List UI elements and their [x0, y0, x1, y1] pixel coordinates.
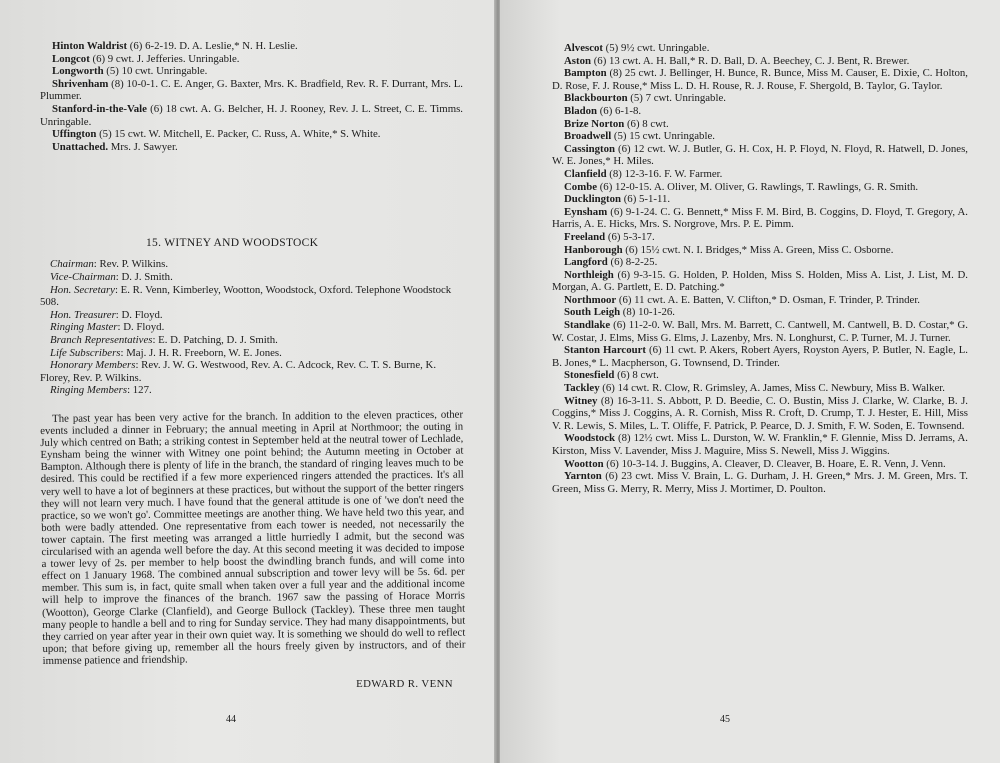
- tower-entries-list: [40, 40, 463, 153]
- tower-name: Combe: [564, 180, 597, 193]
- officer-line: Life Subscribers: Maj. J. H. R. Freeborn, W. E. Jones.: [40, 347, 463, 360]
- tower-details: (6) 5-3-17.: [605, 230, 655, 243]
- tower-name: Longworth: [52, 65, 104, 78]
- tower-entry: [552, 369, 968, 382]
- tower-name: Northmoor: [564, 293, 617, 306]
- tower-details: (8) 10-0-1. C. E. Anger, G. Baxter, Mrs. K. Bradfield, Rev. R. F. Durrant, Mrs. L. Plummer.: [40, 77, 463, 103]
- officer-value: 127.: [132, 384, 152, 397]
- page-number: 44: [226, 714, 236, 725]
- tower-entry: [552, 244, 968, 257]
- tower-details: (6) 9-3-15. G. Holden, P. Holden, Miss S. Holden, Miss A. List, J. List, M. D. Morgan, A. G. Partlett, E. D. Patching.*: [552, 268, 968, 294]
- tower-name: Bampton: [564, 67, 607, 80]
- report-signature: EDWARD R. VENN: [356, 677, 453, 690]
- tower-name: Standlake: [564, 319, 611, 332]
- tower-name: Shrivenham: [52, 77, 109, 90]
- tower-name: Woodstock: [564, 432, 615, 445]
- tower-details: (6) 11 cwt. P. Akers, Robert Ayers, Royston Ayers, P. Butler, N. Eagle, L. B. Jones,* L. Macpherson, G. Townsend, D. Trinder.: [552, 344, 968, 369]
- officer-role: Hon. Secretary: [50, 283, 115, 296]
- tower-name: Unattached.: [52, 140, 109, 153]
- tower-details: (6) 9 cwt. J. Jefferies. Unringable.: [89, 52, 240, 65]
- tower-entry: [552, 42, 968, 55]
- tower-name: Stonesfield: [564, 369, 615, 382]
- branch-officers: [40, 258, 463, 397]
- tower-name: Stanford-in-the-Vale: [52, 102, 147, 115]
- tower-details: (6) 10-3-14. J. Buggins, A. Cleaver, D. Cleaver, B. Hoare, E. R. Venn, J. Venn.: [603, 457, 946, 470]
- tower-details: (8) 16-3-11. S. Abbott, P. D. Beedie, C. O. Bustin, Miss J. Clarke, W. Clarke, B. J. Coggins,* Miss J. Coggins, A. R. Cornish, Miss R. Croft, D. Crump, T. J. Hester, E. Hill, Miss V. R. Lewis, S. Miles, L. T. Oliffe, F. Patrick, P. Pearce, D. J. Smith, F. W. Soden, E. Townsend.: [552, 394, 968, 432]
- tower-entry: [552, 319, 968, 344]
- tower-entry: [552, 306, 968, 319]
- tower-details: (6) 8-2-25.: [607, 256, 658, 269]
- tower-entry: [40, 78, 463, 103]
- tower-entry: [552, 67, 968, 92]
- officer-value: Rev. J. W. G. Westwood, Rev. A. C. Adcock, Rev. C. T. S. Burne, K. Florey, Rev. P. Wilkins.: [40, 359, 437, 384]
- tower-name: Clanfield: [564, 167, 607, 180]
- tower-entry: [552, 231, 968, 244]
- tower-details: (5) 15 cwt. W. Mitchell, E. Packer, C. Russ, A. White,* S. White.: [96, 128, 381, 141]
- tower-entry: [552, 470, 968, 495]
- officer-role: Honorary Members: [50, 359, 136, 372]
- tower-details: (6) 6-1-8.: [597, 104, 642, 117]
- tower-details: (6) 23 cwt. Miss V. Brain, L. G. Durham, J. H. Green,* Mrs. J. M. Green, Mrs. T. Green, Miss G. Merry, R. Merry, Miss J. Mortimer, D. Poulton.: [552, 470, 968, 495]
- tower-details: Mrs. J. Sawyer.: [108, 140, 178, 153]
- tower-details: (6) 12-0-15. A. Oliver, M. Oliver, G. Rawlings, T. Rawlings, G. R. Smith.: [597, 180, 919, 193]
- officer-role: Ringing Members: [50, 384, 128, 397]
- officer-value: D. J. Smith.: [121, 270, 173, 283]
- tower-entry: [552, 256, 968, 269]
- officer-role: Life Subscribers: [50, 346, 121, 359]
- tower-entry: [40, 53, 463, 66]
- tower-name: Blackbourton: [564, 92, 628, 105]
- right-page: [500, 0, 1000, 763]
- tower-name: Bladon: [564, 104, 598, 117]
- tower-name: Cassington: [564, 142, 616, 155]
- officer-role: Hon. Treasurer: [50, 308, 116, 321]
- tower-entry: [552, 92, 968, 105]
- officer-role: Vice-Chairman: [50, 270, 116, 283]
- left-page: [0, 0, 497, 763]
- tower-name: Broadwell: [564, 130, 612, 143]
- tower-name: Brize Norton: [564, 117, 625, 130]
- tower-name: South Leigh: [564, 306, 621, 319]
- tower-details: (8) 12-3-16. F. W. Farmer.: [606, 167, 723, 180]
- tower-details: (6) 5-1-11.: [621, 193, 671, 206]
- tower-entries-list: [552, 42, 968, 495]
- tower-details: (5) 15 cwt. Unringable.: [611, 130, 715, 143]
- tower-name: Ducklington: [564, 193, 621, 206]
- tower-entry: [40, 128, 463, 141]
- officer-line: Hon. Secretary: E. R. Venn, Kimberley, Wootton, Woodstock, Oxford. Telephone Woodstock 508.: [40, 283, 452, 309]
- officer-value: Rev. P. Wilkins.: [99, 258, 169, 271]
- officer-line: Ringing Members: 127.: [40, 384, 463, 397]
- officer-line: Ringing Master: D. Floyd.: [40, 321, 463, 334]
- tower-details: (6) 6-2-19. D. A. Leslie,* N. H. Leslie.: [127, 40, 298, 52]
- tower-details: (6) 8 cwt.: [614, 369, 659, 382]
- tower-entry: [552, 181, 968, 194]
- tower-entry: [40, 141, 463, 154]
- officer-value: Maj. J. H. R. Freeborn, W. E. Jones.: [126, 346, 282, 359]
- officer-line: Hon. Treasurer: D. Floyd.: [40, 309, 463, 322]
- tower-details: (6) 12 cwt. W. J. Butler, G. H. Cox, H. P. Floyd, N. Floyd, R. Hatwell, D. Jones, W. E. Jones,* H. Miles.: [552, 142, 968, 168]
- tower-details: (8) 25 cwt. J. Bellinger, H. Bunce, R. Bunce, Miss M. Causer, E. Dixie, C. Holton, D. Rose, F. J. Rouse,* Miss L. D. H. Rouse, R. J. Rouse, F. Shergold, B. Taylor, G. Taylor.: [552, 67, 968, 92]
- tower-details: (6) 14 cwt. R. Clow, R. Grimsley, A. James, Miss C. Newbury, Miss B. Walker.: [599, 382, 945, 395]
- tower-name: Wootton: [564, 457, 604, 470]
- officer-role: Chairman: [50, 258, 94, 271]
- tower-entry: [552, 130, 968, 143]
- officer-role: Ringing Master: [50, 321, 118, 334]
- tower-name: Alvescot: [564, 42, 603, 54]
- officer-line: Honorary Members: Rev. J. W. G. Westwood, Rev. A. C. Adcock, Rev. C. T. S. Burne, K. Florey, Rev. P. Wilkins.: [40, 359, 437, 384]
- tower-entry: [552, 105, 968, 118]
- tower-entry: [552, 206, 968, 231]
- page-number: 45: [720, 714, 730, 725]
- tower-entry: [40, 103, 463, 128]
- tower-entry: [40, 40, 463, 53]
- tower-name: Tackley: [564, 382, 600, 395]
- officer-line: Chairman: Rev. P. Wilkins.: [40, 258, 463, 271]
- tower-entry: [40, 65, 463, 78]
- annual-report-text: The past year has been very active for the branch. In addition to the eleven practices, other events included a dinner in February; the annual meeting in April at Northmoor; the outing in July which centred on Bath; a striking contest in September held at the neutral tower of Lechlade, Eynsham being the winner with Witney one point behind; the Autumn meeting in October at Bampton. Although there is plenty of life in the branch, the standard of ringing leaves much to be desired. This could be rectified if a few more experienced ringers attended the practices. It's all very well to have a lot of beginners at these practices, but without the support of the better ringers they will not learn very much. I have found that the general attitude is one of 'we don't need the practice, so we won't go'. Committee meetings are another thing. We have held two this year, and both were badly attended. One representative from each tower is needed, not necessarily the tower captain. The first meeting was arranged a little hurriedly I admit, but the second was circularised with an agenda well before the day. At this second meeting it was decided to impose a tower levy of 2s. per member to help boost the dwindling branch funds, and will come into effect on 1 January 1968. The combined annual subscription and tower levy will be 5s. 6d. per member. This sum is, in fact, quite small when taken over a full year and the additional income will help to improve the finances of the branch. 1967 saw the passing of Horace Morris (Wootton), George Clarke (Clanfield), and George Bullock (Tackley). These three men taught many people to handle a bell and to ring for Sunday service. They had many disappointments, but they carried on year after year in their own quiet way. It is something we should do well to reflect upon; that before giving up, remember all the hours freely given by instructors, and of their immense patience and friendship.: [40, 408, 466, 667]
- tower-entry: [552, 55, 968, 68]
- officer-value: E. R. Venn, Kimberley, Wootton, Woodstock, Oxford. Telephone Woodstock 508.: [40, 283, 452, 309]
- tower-entry: [552, 344, 968, 369]
- tower-name: Langford: [564, 256, 608, 269]
- tower-entry: [552, 168, 968, 181]
- section-title: 15. WITNEY AND WOODSTOCK: [146, 237, 319, 250]
- tower-name: Yarnton: [564, 470, 602, 483]
- tower-details: (5) 10 cwt. Unringable.: [103, 65, 208, 78]
- tower-details: (8) 12½ cwt. Miss L. Durston, W. W. Franklin,* F. Glennie, Miss D. Jerrams, A. Kirston, Miss V. Lavender, Miss J. Maguire, Miss S. Newell, Miss J. Wiggins.: [552, 432, 968, 457]
- tower-details: (5) 7 cwt. Unringable.: [627, 92, 726, 105]
- tower-name: Witney: [564, 394, 598, 407]
- tower-entry: [552, 193, 968, 206]
- tower-entry: [552, 294, 968, 307]
- tower-entry: [552, 458, 968, 471]
- officer-value: E. D. Patching, D. J. Smith.: [158, 333, 278, 346]
- tower-details: (6) 13 cwt. A. H. Ball,* R. D. Ball, D. A. Beechey, C. J. Bent, R. Brewer.: [591, 54, 910, 67]
- tower-name: Freeland: [564, 230, 606, 243]
- tower-details: (5) 9½ cwt. Unringable.: [602, 42, 710, 54]
- officer-value: D. Floyd.: [123, 321, 165, 334]
- tower-entry: [552, 118, 968, 131]
- tower-name: Aston: [564, 54, 591, 67]
- tower-details: (6) 11-2-0. W. Ball, Mrs. M. Barrett, C. Cantwell, M. Cantwell, B. D. Costar,* G. W. Costar, J. Elms, Miss G. Elms, J. Lazenby, Mrs. N. Longhurst, C. P. Turner, M. J. Turner.: [552, 319, 968, 344]
- tower-entry: [552, 432, 968, 457]
- tower-name: Northleigh: [564, 268, 614, 281]
- tower-entry: [552, 382, 968, 395]
- tower-details: (6) 18 cwt. A. G. Belcher, H. J. Rooney, Rev. J. L. Street, C. E. Timms. Unringable.: [40, 102, 463, 128]
- tower-details: (6) 8 cwt.: [624, 117, 669, 130]
- tower-entry: [552, 143, 968, 168]
- tower-details: (6) 11 cwt. A. E. Batten, V. Clifton,* D. Osman, F. Trinder, P. Trinder.: [616, 293, 921, 306]
- tower-details: (6) 9-1-24. C. G. Bennett,* Miss F. M. Bird, B. Coggins, D. Floyd, T. Gregory, A. Harris, A. E. Hicks, Mrs. S. Norgrove, Mrs. P. E. Pimm.: [552, 205, 968, 231]
- tower-name: Stanton Harcourt: [564, 344, 647, 357]
- tower-name: Hinton Waldrist: [52, 40, 128, 52]
- tower-entry: [552, 395, 968, 433]
- tower-name: Uffington: [52, 128, 97, 141]
- officer-role: Branch Representatives: [50, 333, 153, 346]
- tower-name: Longcot: [52, 52, 90, 65]
- tower-name: Eynsham: [564, 205, 608, 218]
- tower-name: Hanborough: [564, 243, 623, 256]
- tower-entry: [552, 269, 968, 294]
- officer-line: Vice-Chairman: D. J. Smith.: [40, 271, 463, 284]
- officer-value: D. Floyd.: [121, 308, 163, 321]
- tower-details: (6) 15½ cwt. N. I. Bridges,* Miss A. Green, Miss C. Osborne.: [622, 243, 894, 256]
- tower-details: (8) 10-1-26.: [620, 306, 675, 319]
- officer-line: Branch Representatives: E. D. Patching, D. J. Smith.: [40, 334, 463, 347]
